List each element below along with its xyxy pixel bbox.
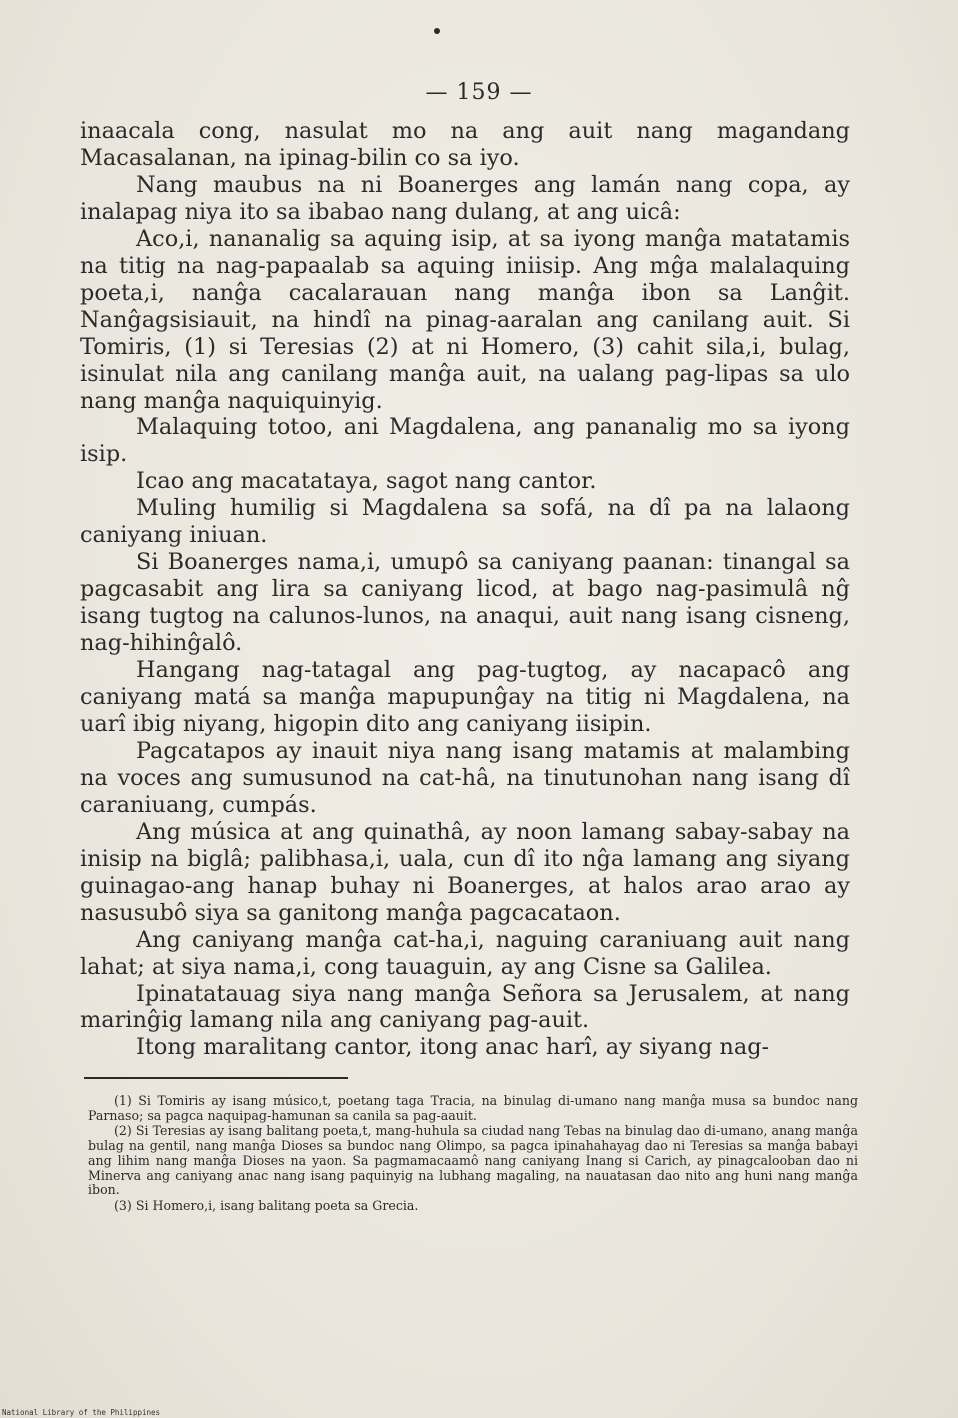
paragraph: Si Boanerges nama,i, umupô sa caniyang paanan: tinangal sa pagcasabit ang lira sa caniyang licod, at bago nag-pasimulâ nĝ isang tugtog na calunos-lunos, na anaqui, auit nang isang cisneng, nag-hihinĝalô. xyxy=(80,549,850,657)
paragraph: Ipinatatauag siya nang manĝa Señora sa Jerusalem, at nang marinĝig lamang nila ang caniyang pag-auit. xyxy=(80,980,850,1034)
footnote: (3) Si Homero,i, isang balitang poeta sa Grecia. xyxy=(114,1197,419,1213)
paragraph: Malaquing totoo, ani Magdalena, ang pananalig mo sa iyong isip. xyxy=(80,414,850,468)
page-number: — 159 — xyxy=(425,80,533,105)
paragraph: inaacala cong, nasulat mo na ang auit nang magandang Macasalanan, na ipinag-bilin co sa iyo. xyxy=(80,118,850,171)
paragraph: Muling humilig si Magdalena sa sofá, na dî pa na lalaong caniyang iniuan. xyxy=(80,495,850,549)
paragraph: Ang música at ang quinathâ, ay noon lamang sabay-sabay na inisip na biglâ; palibhasa,i, uala, cun dî ito nĝa lamang ang siyang guinagao-ang hanap buhay ni Boanerges, at halos arao arao ay nasusubô siya sa ganitong manĝa pagcacataon. xyxy=(80,818,850,926)
footnote-divider xyxy=(84,1077,348,1079)
ink-speck xyxy=(434,28,440,34)
paragraph: Pagcatapos ay inauit niya nang isang matamis at malambing na voces ang sumusunod na cat-hâ, na tinutunohan nang isang dî caraniuang, cumpás. xyxy=(80,737,850,818)
footnote: (2) Si Teresias ay isang balitang poeta,t, mang-huhula sa ciudad nang Tebas na binulag dao di-umano, anang manĝa bulag na gentil, nang manĝa Dioses sa bundoc nang Olimpo, sa pagca ipinahahayag dao ni Teresias sa manĝa babayi ang lihim nang manĝa Dioses na yaon. Sa pagmamacaamô nang caniyang Inang si Carich, ay pinagcalooban dao ni Minerva ang caniyang anac nang isang paquinyig na lubhang magaling, na nauatasan dao nito ang huni nang manĝa ibon. xyxy=(88,1123,858,1198)
paragraph: Itong maralitang cantor, itong anac harî, ay siyang nag- xyxy=(136,1034,770,1061)
footnote: (1) Si Tomiris ay isang músico,t, poetang taga Tracia, na binulag di-umano nang manĝa musa sa bundoc nang Parnaso; sa pagca naquipag-hamunan sa canila sa pag-aauit. xyxy=(88,1093,858,1123)
paragraph: Ang caniyang manĝa cat-ha,i, naguing caraniuang auit nang lahat; at siya nama,i, cong tauaguin, ay ang Cisne sa Galilea. xyxy=(80,926,850,980)
paragraph: Icao ang macatataya, sagot nang cantor. xyxy=(136,468,597,495)
body-text xyxy=(80,118,850,1061)
paragraph: Hangang nag-tatagal ang pag-tugtog, ay nacapacô ang caniyang matá sa manĝa mapupunĝay na titig ni Magdalena, na uarî ibig niyang, higopin dito ang caniyang iisipin. xyxy=(80,657,850,737)
library-credit: National Library of the Philippines xyxy=(2,1408,161,1417)
footnotes xyxy=(88,1094,858,1215)
paragraph: Nang maubus na ni Boanerges ang lamán nang copa, ay inalapag niya ito sa ibabao nang dulang, at ang uicâ: xyxy=(80,171,850,225)
paragraph: Aco,i, nananalig sa aquing isip, at sa iyong manĝa matatamis na titig na nag-papaalab sa aquing iniisip. Ang mĝa malalaquing poeta,i, nanĝa cacalarauan nang manĝa ibon sa Lanĝit. Nanĝagsisiauit, na hindî na pinag-aaralan ang canilang auit. Si Tomiris, (1) si Teresias (2) at ni Homero, (3) cahit sila,i, bulag, isinulat nila ang canilang manĝa auit, na ualang pag-lipas sa ulo nang manĝa naquiquinyig. xyxy=(80,225,850,414)
